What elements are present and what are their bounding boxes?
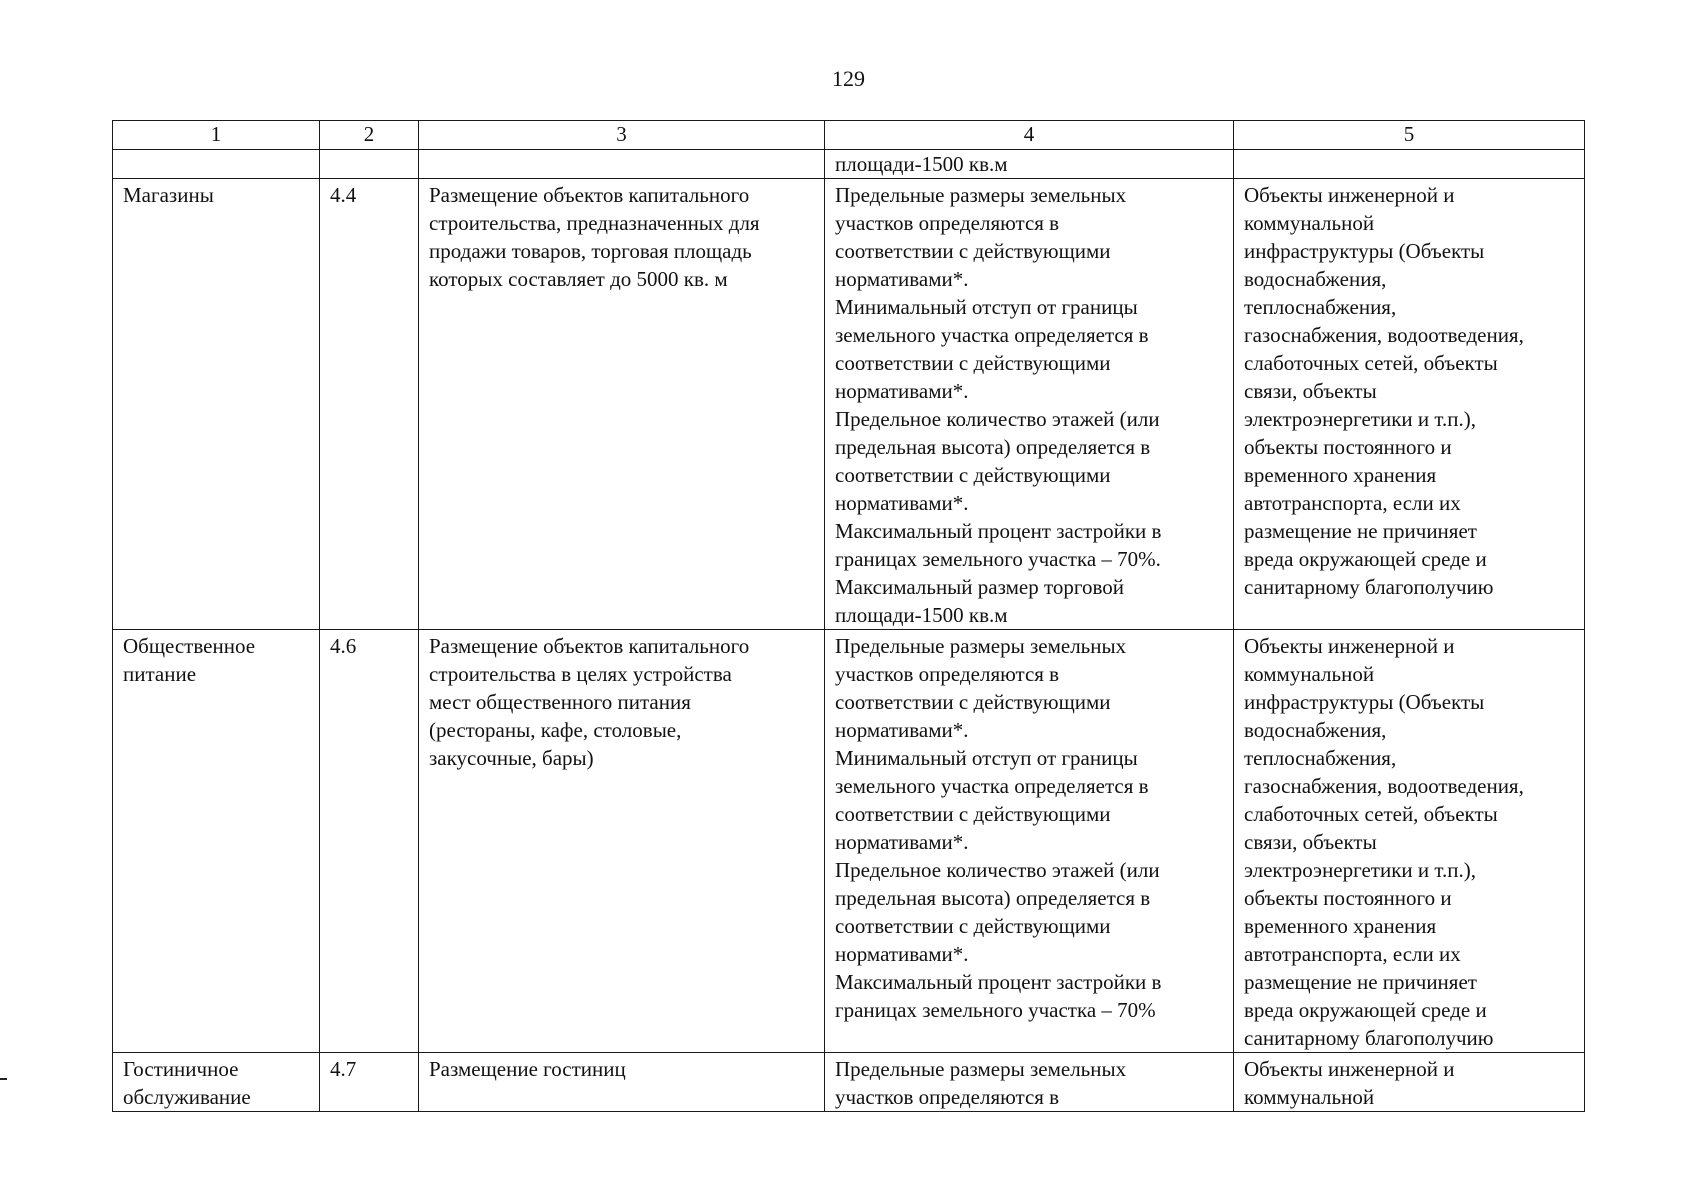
table-cell bbox=[113, 150, 320, 179]
use-code: 4.7 bbox=[330, 1057, 357, 1081]
table-cell bbox=[1234, 150, 1585, 179]
table-cell bbox=[320, 150, 419, 179]
use-params: Предельные размеры земельных участков определяются в соответствии с действующими нормативами*. Минимальный отступ от границы земельного участка определяется в соответствии с действующими нормативами*. Предельное количество этажей (или предельная высота) определяется в соответствии с действующими нормативами*. Максимальный процент застройки в границах земельного участка – 70% bbox=[835, 634, 1162, 1022]
continued-params-text: площади-1500 кв.м bbox=[835, 152, 1008, 176]
use-description-cell bbox=[419, 1053, 825, 1112]
use-code-cell bbox=[320, 1053, 419, 1112]
use-params: Предельные размеры земельных участков определяются в соответствии с действующими нормативами*. Минимальный отступ от границы земельного участка определяется в соответствии с действующими нормативами*. Предельное количество этажей (или предельная высота) определяется в соответствии с действующими нормативами*. Максимальный процент застройки в границах земельного участка – 70%. Максимальный размер торговой площади-1500 кв.м bbox=[835, 183, 1162, 627]
use-aux: Объекты инженерной и коммунальной инфраструктуры (Объекты водоснабжения, теплоснабжения, газоснабжения, водоотведения, слаботочных сетей, объекты связи, объекты электроэнергетики и т.п.), объекты постоянного и временного хранения автотранспорта, если их размещение не причиняет вреда окружающей среде и санитарному благополучию bbox=[1244, 183, 1524, 599]
table-row-shops bbox=[113, 179, 1585, 630]
column-header-4: 4 bbox=[825, 121, 1234, 150]
use-aux: Объекты инженерной и коммунальной инфраструктуры (Объекты водоснабжения, теплоснабжения, газоснабжения, водоотведения, слаботочных сетей, объекты связи, объекты электроэнергетики и т.п.), объекты постоянного и временного хранения автотранспорта, если их размещение не причиняет вреда окружающей среде и санитарному благополучию bbox=[1244, 634, 1524, 1050]
column-header-2: 2 bbox=[320, 121, 419, 150]
use-code: 4.4 bbox=[330, 183, 357, 207]
page-number: 129 bbox=[832, 66, 865, 91]
use-description-cell bbox=[419, 630, 825, 1053]
use-name-cell bbox=[113, 1053, 320, 1112]
use-code: 4.6 bbox=[330, 634, 357, 658]
use-code-cell bbox=[320, 630, 419, 1053]
use-description: Размещение гостиниц bbox=[429, 1057, 626, 1081]
use-name: Гостиничное обслуживание bbox=[123, 1057, 251, 1109]
use-aux: Объекты инженерной и коммунальной bbox=[1244, 1057, 1455, 1109]
use-aux-cell bbox=[1234, 179, 1585, 630]
use-name-cell bbox=[113, 630, 320, 1053]
use-name-cell bbox=[113, 179, 320, 630]
use-name: Магазины bbox=[123, 183, 214, 207]
use-description: Размещение объектов капитального строительства в целях устройства мест общественного питания (рестораны, кафе, столовые, закусочные, бары) bbox=[429, 634, 750, 770]
use-name: Общественное питание bbox=[123, 634, 256, 686]
continuation-row bbox=[113, 150, 1585, 179]
margin-mark bbox=[0, 1078, 7, 1080]
column-header-1: 1 bbox=[113, 121, 320, 150]
table-row-hotel bbox=[113, 1053, 1585, 1112]
table-cell bbox=[419, 150, 825, 179]
use-description: Размещение объектов капитального строительства, предназначенных для продажи товаров, торговая площадь которых составляет до 5000 кв. м bbox=[429, 183, 760, 291]
table-header-row bbox=[113, 121, 1585, 150]
continued-params-cell bbox=[825, 150, 1234, 179]
use-params-cell bbox=[825, 1053, 1234, 1112]
land-use-table bbox=[112, 120, 1585, 1112]
use-code-cell bbox=[320, 179, 419, 630]
use-aux-cell bbox=[1234, 630, 1585, 1053]
use-description-cell bbox=[419, 179, 825, 630]
use-params-cell bbox=[825, 630, 1234, 1053]
use-params: Предельные размеры земельных участков определяются в bbox=[835, 1057, 1127, 1109]
use-params-cell bbox=[825, 179, 1234, 630]
column-header-3: 3 bbox=[419, 121, 825, 150]
use-aux-cell bbox=[1234, 1053, 1585, 1112]
table-row-catering bbox=[113, 630, 1585, 1053]
column-header-5: 5 bbox=[1234, 121, 1585, 150]
